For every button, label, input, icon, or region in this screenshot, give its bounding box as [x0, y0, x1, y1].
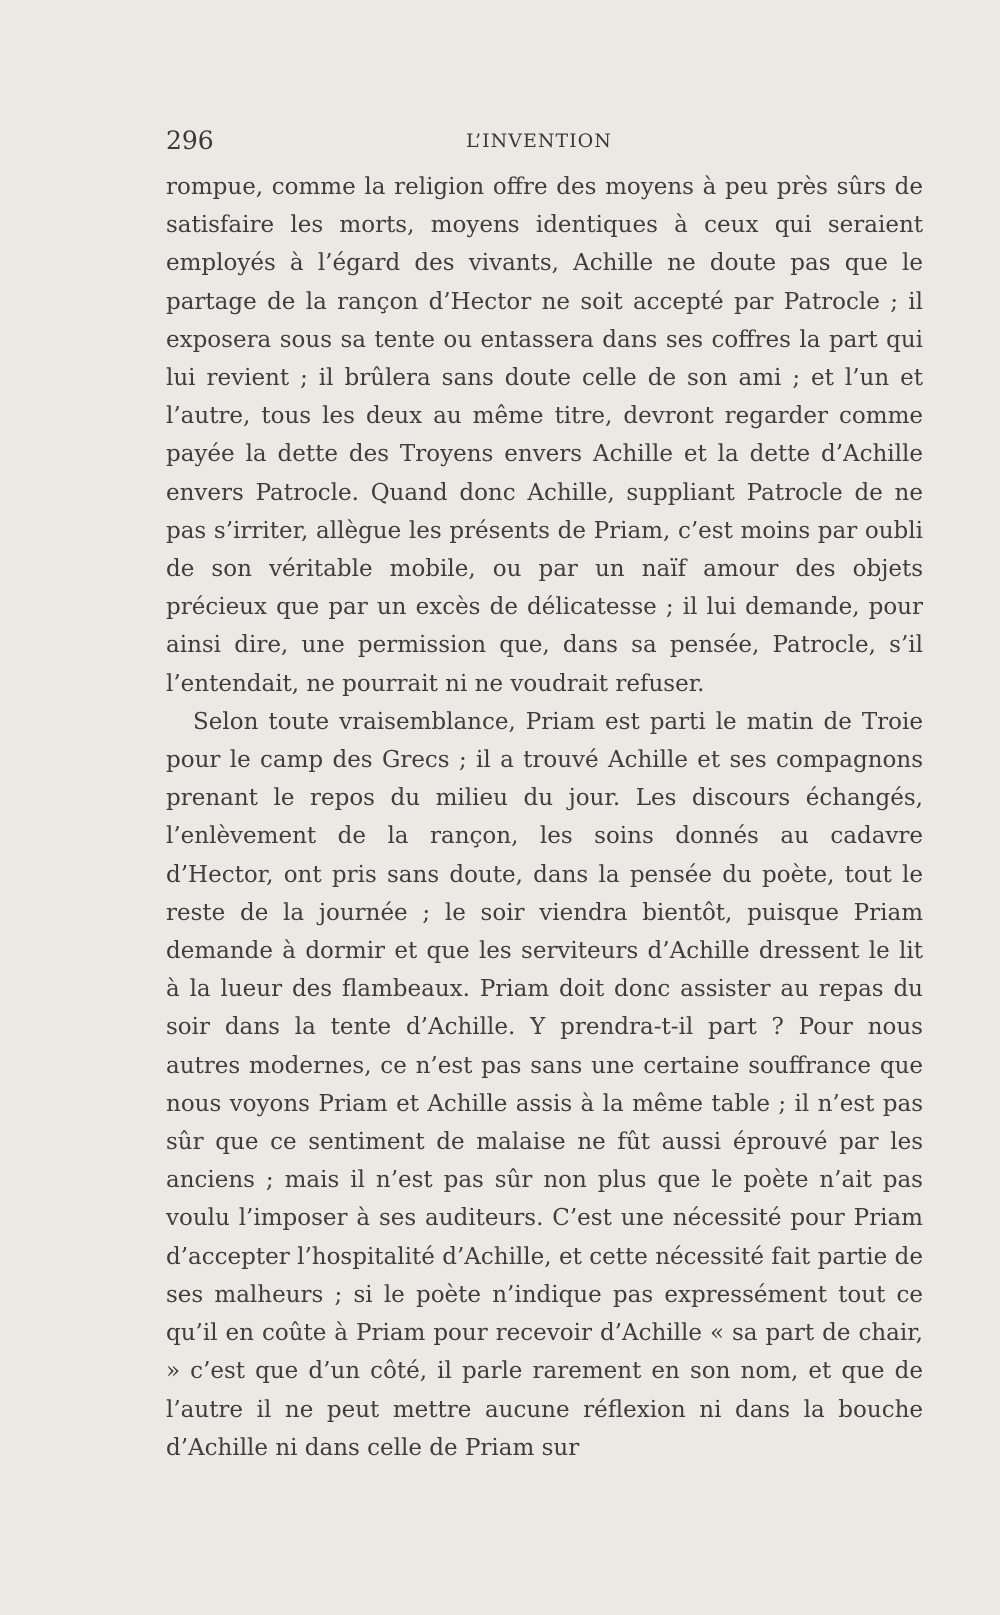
page-number: 296: [166, 126, 214, 155]
page-header: [166, 126, 923, 166]
running-title: L’INVENTION: [466, 130, 612, 152]
paragraph: rompue, comme la religion offre des moyens à peu près sûrs de satisfaire les morts, moyens identiques à ceux qui seraient employés à l’égard des vivants, Achille ne doute pas que le partage de la rançon d’Hector ne soit accepté par Patrocle ; il exposera sous sa tente ou entassera dans ses coffres la part qui lui revient ; il brûlera sans doute celle de son ami ; et l’un et l’autre, tous les deux au même titre, devront regarder comme payée la dette des Troyens envers Achille et la dette d’Achille envers Patrocle. Quand donc Achille, suppliant Patrocle de ne pas s’irriter, allègue les présents de Priam, c’est moins par oubli de son véritable mobile, ou par un naïf amour des objets précieux que par un excès de délicatesse ; il lui demande, pour ainsi dire, une permission que, dans sa pensée, Patrocle, s’il l’entendait, ne pourrait ni ne voudrait refuser.: [166, 174, 923, 697]
body-text: [166, 168, 923, 1467]
paragraph: Selon toute vraisemblance, Priam est parti le matin de Troie pour le camp des Grecs ; il a trouvé Achille et ses compagnons prenant le repos du milieu du jour. Les discours échangés, l’enlèvement de la rançon, les soins donnés au cadavre d’Hector, ont pris sans doute, dans la pensée du poète, tout le reste de la journée ; le soir viendra bientôt, puisque Priam demande à dormir et que les serviteurs d’Achille dressent le lit à la lueur des flambeaux. Priam doit donc assister au repas du soir dans la tente d’Achille. Y prendra-t-il part ? Pour nous autres modernes, ce n’est pas sans une certaine souffrance que nous voyons Priam et Achille assis à la même table ; il n’est pas sûr que ce sentiment de malaise ne fût aussi éprouvé par les anciens ; mais il n’est pas sûr non plus que le poète n’ait pas voulu l’imposer à ses auditeurs. C’est une nécessité pour Priam d’accepter l’hospitalité d’Achille, et cette nécessité fait partie de ses malheurs ; si le poète n’indique pas expressément tout ce qu’il en coûte à Priam pour recevoir d’Achille « sa part de chair, » c’est que d’un côté, il parle rarement en son nom, et que de l’autre il ne peut mettre aucune réflexion ni dans la bouche d’Achille ni dans celle de Priam sur: [166, 708, 923, 1461]
